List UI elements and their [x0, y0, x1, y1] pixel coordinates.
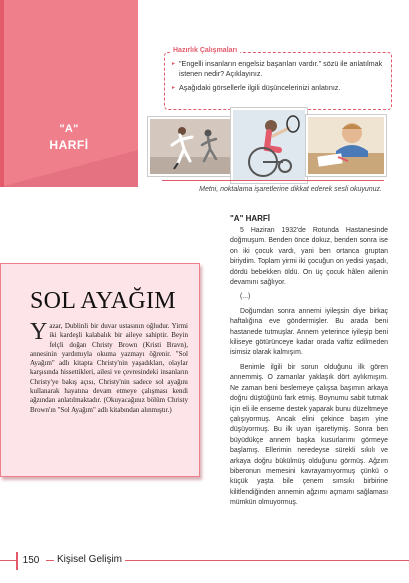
bullet-icon: ▸: [172, 85, 176, 91]
chapter-title-box: [0, 0, 138, 187]
chapter-quote: "A": [59, 123, 79, 135]
dropcap-letter: Y: [30, 319, 48, 345]
book-title: SOL AYAĞIM: [30, 288, 176, 314]
photo-wheelchair-tennis: [231, 108, 307, 183]
reading-instruction: Metni, noktalama işaretlerine dikkat ederek sesli okuyunuz.: [199, 186, 382, 193]
preparation-item: [172, 59, 383, 79]
preparation-item-text: "Engelli insanların engelsiz başarıları vardır." sözü ile anlatılmak istenen nedir? Açıklayınız.: [179, 59, 383, 78]
book-description: [30, 319, 188, 415]
preparation-title: Hazırlık Çalışmaları: [170, 47, 240, 54]
page-number: 150: [16, 552, 46, 570]
chapter-title: HARFİ: [49, 138, 89, 152]
caption-divider: [162, 180, 384, 181]
footer-section-title: Kişisel Gelişim: [54, 554, 125, 565]
chapter-box-shade: [0, 150, 138, 187]
page-number-marker: [16, 552, 18, 570]
photo-runner: [148, 117, 233, 176]
story-text: [230, 226, 388, 513]
chapter-box-strip: [0, 0, 4, 187]
book-description-text: azar, Dublinli bir duvar ustasının oğludur. Yirmi iki kardeşli kalabalık bir aileye sahiptir. Beyin felçli doğan Christy Brown (Kristi Bravn), annesinin yardımıyla okuma yazmayı öğrenir. "Sol Ayağım" adlı kitapta Christy'nin yaşadıkları, olaylar karşısında hissettikleri, ailesi ve çevresindeki insanların Christy'ye bakış açısı, Christy'nin sadece sol ayağını kullanarak hayatına devam etmeye çalışması kendi ağzından anlatılmaktadır. (Okuyacağınız bölüm Christy Brown'ın "Sol Ayağım" adlı kitabından alınmıştır.): [30, 322, 188, 414]
story-paragraph: (...): [240, 293, 251, 301]
story-title: "A" HARFİ: [230, 214, 271, 223]
photo-child-drawing: [306, 115, 386, 176]
bullet-icon: ▸: [172, 61, 176, 67]
story-paragraph: 5 Haziran 1932'de Rotunda Hastanesinde doğmuşum. Benden önce dokuz, benden sonra ise on iki çocuk vardı, yani ben ortanca gruptan biriydim. Toplam yirmi iki çocuğun on yedisi yaşadı, dördü bebekken öldü. On üç çocuk hâlen ailenin devamını sağlıyor.: [230, 227, 388, 287]
preparation-item: [172, 83, 383, 93]
story-paragraph: Doğumdan sonra annemi iyileşsin diye birkaç haftalığına eve göndermişler. Bu arada beni hastanede tutmuşlar. Annem yeterince iyileşip beni kiliseye götürünceye kadar orada vaftiz edilmeden isimsiz olarak kalmışım.: [230, 307, 388, 357]
story-paragraph: Benimle ilgili bir sorun olduğunu ilk gören annemmiş. O zamanlar yaklaşık dört aylıkmışım. Ne zaman beni beslemeye çalışsa başımın arkaya doğru düştüğünü fark etmiş. Boynumu sabit tutmak için eli ile enseme destek yaparak bunu düzeltmeye çalışıyormuş. Ancak elini çekince başım yine düşüyormuş. Bu ilk uyarı işaretiymiş. Sonra ben büyüdükçe annem başka kusurlarımı görmeye başlamış. Ellerimin neredeyse sürekli sıkılı ve arkaya doğru bükülmüş olduğunu görmüş. Ağzım biberonun memesini kavrayamıyormuş çünkü o küçük yaşta bile çenem sımsıkı birbirine kilitlendiğinden annemin ağzımı açmamı sağlaması mümkün olmuyormuş.: [230, 363, 388, 507]
preparation-item-text: Aşağıdaki görsellerle ilgili düşüncelerinizi anlatınız.: [179, 83, 341, 92]
